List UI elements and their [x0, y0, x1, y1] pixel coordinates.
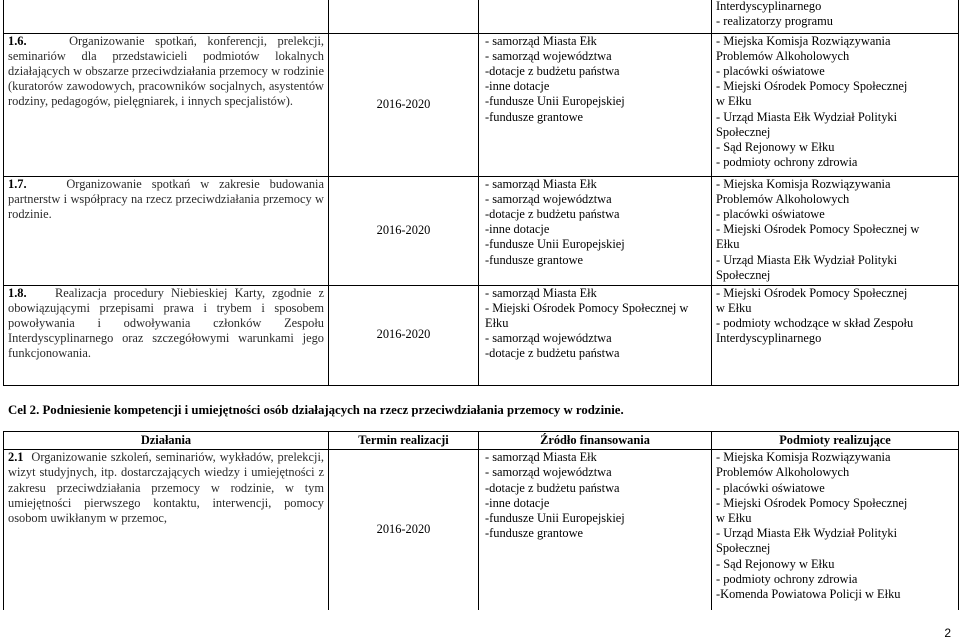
table-row — [4, 450, 959, 610]
header-line: Interdyscyplinarnego — [716, 0, 822, 13]
column-header: Podmioty realizujące — [712, 432, 959, 450]
entity-line: - Urząd Miasta Ełk Wydział Polityki — [716, 109, 898, 124]
activity-cell — [4, 285, 329, 385]
funding-line: - samorząd Miasta Ełk — [485, 176, 597, 191]
entity-line: -Komenda Powiatowa Policji w Ełku — [716, 587, 901, 602]
table-row — [4, 176, 959, 285]
funding-line: -dotacje z budżetu państwa — [485, 480, 620, 495]
term-value: 2016-2020 — [376, 96, 431, 111]
entity-line: - Miejska Komisja Rozwiązywania — [716, 450, 891, 465]
activity-cell — [4, 33, 329, 176]
funding-line: -fundusze Unii Europejskiej — [485, 237, 625, 252]
entity-line: Problemów Alkoholowych — [716, 465, 850, 480]
funding-line: - Miejski Ośrodek Pomocy Społecznej w — [485, 300, 689, 315]
entity-line: - podmioty ochrony zdrowia — [716, 571, 858, 586]
term-value: 2016-2020 — [376, 222, 431, 237]
table-row — [4, 285, 959, 385]
action-description: Organizowanie spotkań w zakresie budowania partnerstw i współpracy na rzecz przeciwdziałania przemocy w rodzinie. — [8, 176, 324, 221]
entity-line: w Ełku — [716, 94, 752, 109]
funding-cell — [479, 176, 712, 285]
column-header: Źródło finansowania — [479, 432, 712, 450]
funding-line: -fundusze grantowe — [485, 252, 584, 267]
entity-line: - placówki oświatowe — [716, 63, 825, 78]
entity-line: - podmioty wchodzące w skład Zespołu — [716, 315, 914, 330]
term-value: 2016-2020 — [376, 522, 431, 537]
entities-cell — [712, 450, 959, 610]
entity-line: - Miejska Komisja Rozwiązywania — [716, 176, 891, 191]
entity-line: - podmioty ochrony zdrowia — [716, 155, 858, 170]
column-header: Działania — [4, 432, 329, 450]
entity-line: w Ełku — [716, 511, 752, 526]
table-row — [4, 33, 959, 176]
goal-heading: Cel 2. Podniesienie kompetencji i umiejętności osób działających na rzecz przeciwdziałania przemocy w rodzinie. — [8, 403, 624, 417]
term-cell — [329, 33, 479, 176]
entity-line: w Ełku — [716, 300, 752, 315]
entities-cell — [712, 285, 959, 385]
action-number: 2.1 — [8, 450, 24, 465]
entity-line: - Urząd Miasta Ełk Wydział Polityki — [716, 526, 898, 541]
term-cell — [329, 450, 479, 610]
entity-line: - Sąd Rejonowy w Ełku — [716, 556, 835, 571]
funding-cell — [479, 285, 712, 385]
entity-line: - Miejski Ośrodek Pomocy Społecznej — [716, 285, 908, 300]
entities-cell — [712, 33, 959, 176]
funding-line: Ełku — [485, 315, 509, 330]
page-number: 2 — [944, 625, 951, 640]
funding-line: - samorząd województwa — [485, 331, 612, 346]
funding-line: - samorząd województwa — [485, 465, 612, 480]
funding-line: - samorząd Miasta Ełk — [485, 450, 597, 465]
table-cell — [329, 0, 479, 33]
funding-line: -fundusze grantowe — [485, 526, 584, 541]
entity-line: Ełku — [716, 237, 740, 252]
action-number: 1.6. — [8, 33, 27, 48]
table-cell — [479, 0, 712, 33]
funding-line: -dotacje z budżetu państwa — [485, 206, 620, 221]
table-cell — [4, 0, 329, 33]
term-cell — [329, 285, 479, 385]
entity-line: - placówki oświatowe — [716, 206, 825, 221]
entity-line: Problemów Alkoholowych — [716, 191, 850, 206]
funding-line: -fundusze grantowe — [485, 109, 584, 124]
funding-line: - samorząd województwa — [485, 48, 612, 63]
entity-line: - Urząd Miasta Ełk Wydział Polityki — [716, 252, 898, 267]
entity-line: Problemów Alkoholowych — [716, 48, 850, 63]
term-value: 2016-2020 — [376, 327, 431, 342]
column-header: Termin realizacji — [329, 432, 479, 450]
entity-line: Społecznej — [716, 267, 771, 282]
actions-table-goal-1 — [3, 0, 959, 386]
funding-cell — [479, 33, 712, 176]
entity-line: - Miejski Ośrodek Pomocy Społecznej — [716, 79, 908, 94]
action-description: Realizacja procedury Niebieskiej Karty, zgodnie z obowiązującymi przepisami prawa i trybem i sposobem powoływania i odwoływania członków Zespołu Interdyscyplinarnego oraz szczegółowymi warunkami jego funkcjonowania. — [8, 285, 325, 361]
term-cell — [329, 176, 479, 285]
funding-line: - samorząd województwa — [485, 191, 612, 206]
action-description: Organizowanie szkoleń, seminariów, wykładów, prelekcji, wizyt studyjnych, itp. dostarczających wiedzy i umiejętności z zakresu przeciwdziałania przemocy w rodzinie, w tym umiejętności pierwszego kontaktu, interwencji, pomocy osobom uwikłanym w przemoc, — [8, 450, 324, 526]
entities-cell — [712, 176, 959, 285]
entity-line: - Sąd Rejonowy w Ełku — [716, 139, 835, 154]
action-number: 1.7. — [8, 176, 27, 191]
funding-cell — [479, 450, 712, 610]
entity-line: - Miejska Komisja Rozwiązywania — [716, 33, 891, 48]
table-header-row — [4, 432, 959, 450]
entity-line: - Miejski Ośrodek Pomocy Społecznej — [716, 495, 908, 510]
header-line: - realizatorzy programu — [716, 14, 833, 29]
actions-table-goal-2 — [3, 431, 959, 610]
entity-line: - Miejski Ośrodek Pomocy Społecznej w — [716, 222, 920, 237]
entity-line: - placówki oświatowe — [716, 480, 825, 495]
funding-line: -fundusze Unii Europejskiej — [485, 94, 625, 109]
funding-line: -dotacje z budżetu państwa — [485, 63, 620, 78]
funding-line: - samorząd Miasta Ełk — [485, 285, 597, 300]
funding-line: -dotacje z budżetu państwa — [485, 346, 620, 361]
action-number: 1.8. — [8, 285, 27, 300]
entity-line: Interdyscyplinarnego — [716, 331, 822, 346]
entity-line: Społecznej — [716, 541, 771, 556]
funding-line: -inne dotacje — [485, 79, 550, 94]
funding-line: -inne dotacje — [485, 495, 550, 510]
entity-line: Społecznej — [716, 124, 771, 139]
activity-cell — [4, 176, 329, 285]
action-description: Organizowanie spotkań, konferencji, prelekcji, seminariów dla przedstawicieli podmiotów lokalnych działających w obszarze przeciwdziałania przemocy w rodzinie (kuratorów zawodowych, pracowników socjalnych, asystentów rodziny, pedagogów, pielęgniarek, i innych specjalistów). — [8, 33, 324, 109]
activity-cell — [4, 450, 329, 610]
header-continuation — [712, 0, 959, 33]
funding-line: - samorząd Miasta Ełk — [485, 33, 597, 48]
table-row — [4, 0, 959, 33]
funding-line: -fundusze Unii Europejskiej — [485, 511, 625, 526]
funding-line: -inne dotacje — [485, 222, 550, 237]
